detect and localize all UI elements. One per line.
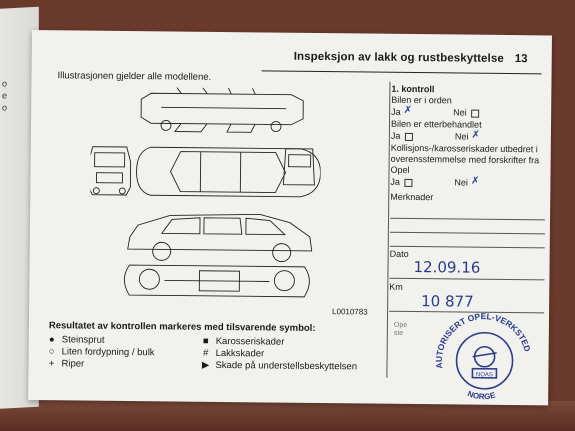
question-collision-line3: Opel	[390, 164, 410, 175]
car-rear-view	[283, 149, 314, 185]
date-line	[389, 278, 544, 281]
paint-damage-icon: #	[202, 347, 209, 359]
stamp-underlying-text: Ope	[393, 321, 408, 329]
car-body-diagram	[89, 87, 321, 299]
legend-item: ○ Liten fordypning / bulk	[45, 346, 155, 358]
question-treated: Bilen er etterbehandlet	[390, 118, 482, 130]
car-side-view	[128, 213, 312, 262]
question-car-ok: Bilen er i orden	[391, 94, 452, 106]
legend-item: ● Steinsprut	[45, 334, 105, 346]
legend-item: + Riper	[44, 358, 84, 369]
table-surface	[0, 401, 575, 431]
scratch-icon: +	[48, 358, 55, 370]
figure-code: L0010783	[332, 307, 368, 317]
car-underbody-view	[124, 265, 309, 297]
yes-checkbox[interactable]	[404, 179, 412, 187]
date-label: Dato	[389, 248, 409, 259]
legend-item: ▶ Skade på understellsbeskyttelsen	[198, 360, 357, 373]
page-number: 13	[514, 53, 528, 66]
stamp-underlying-text: ste	[393, 329, 404, 337]
body-damage-icon: ■	[202, 335, 209, 347]
stamp-emblem: NOAS	[475, 372, 493, 379]
section-title: 1. kontroll	[391, 83, 435, 95]
legend-item: # Lakkskader	[199, 348, 265, 360]
underbody-damage-icon: ▶	[201, 359, 210, 371]
question-collision-line2: overensstemmelse med forskrifter fra	[390, 153, 540, 166]
stamp-text-bottom: NORGE	[466, 389, 497, 402]
header-rule	[262, 70, 542, 74]
date-value: 12.09.16	[413, 258, 481, 277]
stone-chip-icon: ●	[48, 334, 55, 346]
no-checkbox[interactable]: ✗	[470, 175, 480, 187]
inspection-form	[389, 82, 551, 311]
answer-row-2	[391, 131, 479, 142]
no-label: Nei	[454, 131, 469, 142]
illustration-note: Illustrasjonen gjelder alle modellene.	[57, 70, 212, 83]
remarks-line	[390, 246, 545, 249]
left-page-fragment: o	[2, 78, 8, 89]
no-label: Nei	[453, 107, 467, 118]
left-page-fragment: e	[2, 90, 8, 101]
no-label: Nei	[454, 177, 469, 188]
legend-title: Resultatet av kontrollen markeres med tilsvarende symbol:	[48, 320, 316, 334]
answer-row-1	[391, 104, 479, 118]
question-collision-line1: Kollisjons-/karosseriskader utbedret i	[390, 142, 538, 155]
svg-text:NORGE	[466, 389, 497, 401]
no-checkbox[interactable]: ✗	[471, 129, 480, 141]
yes-checkbox[interactable]: ✗	[403, 104, 413, 116]
dent-icon: ○	[48, 346, 55, 358]
no-checkbox[interactable]	[471, 109, 479, 117]
yes-label: Ja	[391, 106, 401, 117]
page-title: Inspeksjon av lakk og rustbeskyttelse	[293, 50, 504, 65]
yes-label: Ja	[390, 130, 401, 141]
remarks-line	[390, 218, 545, 221]
km-label: Km	[389, 281, 403, 292]
answer-row-3	[390, 177, 478, 188]
legend-item: ■ Karosseriskader	[199, 336, 285, 348]
remarks-line	[390, 232, 545, 235]
km-value: 10 877	[421, 292, 474, 311]
svg-text:AUTORISERT OPEL-VERKSTED	[434, 311, 533, 371]
car-front-view	[89, 147, 131, 195]
car-top-open-view	[141, 87, 303, 133]
yes-label: Ja	[390, 176, 400, 187]
left-page-fragment: o	[2, 102, 8, 113]
workshop-stamp	[428, 310, 539, 401]
remarks-label: Merknader	[390, 191, 434, 203]
manual-page	[28, 30, 552, 405]
column-divider	[386, 82, 390, 378]
yes-checkbox[interactable]	[404, 133, 412, 141]
stamp-text-top: AUTORISERT OPEL-VERKSTED	[433, 311, 533, 370]
